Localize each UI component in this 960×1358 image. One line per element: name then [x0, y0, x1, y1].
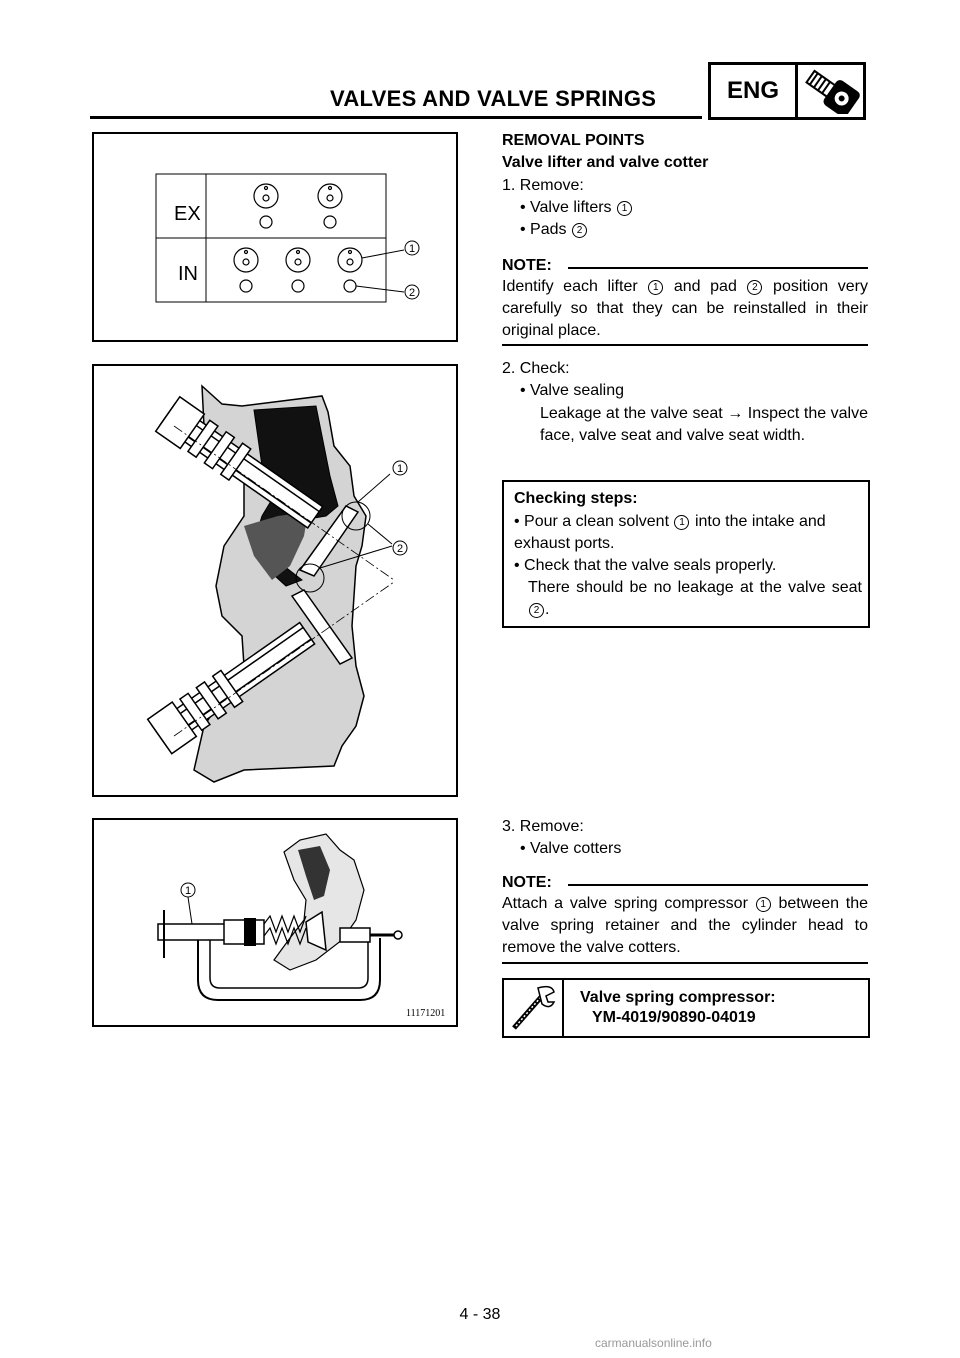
intake-row-label: IN [178, 263, 198, 285]
note-end-rule [502, 962, 868, 964]
list-item: • Pour a clean solvent 1 into the intake and exhaust ports. [514, 513, 826, 552]
list-item: • Check that the valve seals properly. [514, 557, 777, 574]
list-item: • Valve cotters [520, 840, 622, 857]
tool-part-number: YM-4019/90890-04019 [592, 1009, 756, 1026]
callout-2: 2 [408, 287, 416, 299]
step-1: 1. Remove: [502, 177, 584, 194]
note-label: NOTE: [502, 874, 552, 891]
list-item: • Pads 2 [520, 219, 588, 241]
note-rule [568, 884, 868, 886]
section-badge [708, 62, 866, 120]
step-3: 3. Remove: [502, 818, 584, 835]
section-badge-label: ENG [711, 65, 798, 117]
note-label: NOTE: [502, 257, 552, 274]
special-tool-box [502, 978, 870, 1038]
step-2: 2. Check: [502, 360, 570, 377]
valve-sealing-figure [92, 364, 458, 797]
checking-steps-title: Checking steps: [514, 490, 638, 507]
watermark: carmanualsonline.info [595, 1336, 712, 1350]
figure-code: 11171201 [406, 1008, 446, 1019]
note-text: Attach a valve spring compressor 1 between the valve spring retainer and the cylinder head to remove the valve cotters. [502, 895, 869, 956]
bullet2-detail: There should be no leakage at the valve seat 2 . [528, 579, 862, 618]
note-end-rule [502, 344, 868, 346]
engine-section-icon [798, 65, 863, 117]
page-number: 4 - 38 [459, 1306, 501, 1323]
list-item: • Valve sealing [520, 382, 625, 399]
callout-1: 1 [396, 463, 404, 475]
lifter-layout-figure [92, 132, 458, 342]
compressor-figure [92, 818, 458, 1027]
tool-name: Valve spring compressor: [580, 989, 776, 1006]
callout-1: 1 [184, 885, 192, 897]
wrench-icon [504, 980, 564, 1036]
callout-1: 1 [408, 243, 416, 255]
note-text: Identify each lifter 1 and pad 2 position very carefully so that they can be reinstalled in their original place. [502, 278, 869, 339]
tool-text [564, 980, 776, 1036]
callout-2: 2 [396, 543, 404, 555]
exhaust-row-label: EX [174, 203, 201, 225]
removal-heading: REMOVAL POINTS [502, 132, 645, 149]
list-item: • Valve lifters 1 [520, 197, 633, 219]
sealing-detail: Leakage at the valve seat → Inspect the valve face, valve seat and valve seat width. [540, 405, 868, 444]
note-rule [568, 267, 868, 269]
checking-steps-box [502, 480, 870, 628]
removal-subheading: Valve lifter and valve cotter [502, 154, 709, 171]
header-rule [90, 116, 702, 119]
page-title: VALVES AND VALVE SPRINGS [330, 86, 657, 111]
